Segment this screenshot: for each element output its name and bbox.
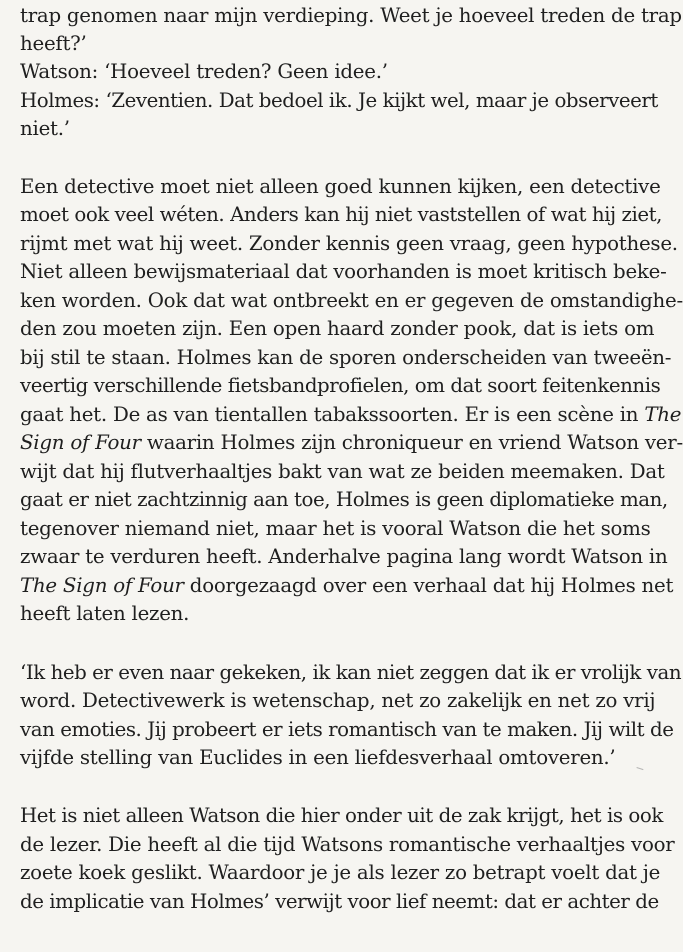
text-segment: waarin Holmes zijn chroniqueur en vriend Watson ver- [140,431,683,454]
text-line: ken worden. Ook dat wat ontbreekt en er gegeven de omstandighe- [20,289,683,312]
text-segment: gaat het. De as van tientallen tabakssoorten. Er is een scène in [20,403,639,426]
text-line: word. Detectivewerk is wetenschap, net zo zakelijk en net zo vrij [20,689,656,712]
text-line: Een detective moet niet alleen goed kunnen kijken, een detective [20,175,661,198]
text-line: ‘Ik heb er even naar gekeken, ik kan niet zeggen dat ik er vrolijk van [20,661,682,684]
text-line [20,574,674,598]
text-line: van emoties. Jij probeert er iets romantisch van te maken. Jij wilt de [20,718,674,741]
text-line: Het is niet alleen Watson die hier onder uit de zak krijgt, het is ook [20,804,663,827]
text-line: Niet alleen bewijsmateriaal dat voorhanden is moet kritisch beke- [20,260,667,283]
text-line: Watson: ‘Hoeveel treden? Geen idee.’ [20,60,388,83]
text-line: rijmt met wat hij weet. Zonder kennis geen vraag, geen hypothese. [20,232,678,255]
text-line: den zou moeten zijn. Een open haard zonder pook, dat is iets om [20,317,655,340]
text-line [20,431,683,455]
text-line: de lezer. Die heeft al die tijd Watsons romantische verhaaltjes voor [20,833,675,856]
book-title-segment: Sign of Four [20,431,141,454]
text-line: vijfde stelling van Euclides in een liefdesverhaal omtoveren.’ [20,746,616,769]
text-line: trap genomen naar mijn verdieping. Weet je hoeveel treden de trap [20,4,682,27]
text-line [20,403,682,427]
text-line: heeft?’ [20,32,87,55]
text-line: wijt dat hij flutverhaaltjes bakt van wat ze beiden meemaken. Dat [20,460,665,483]
ink-mark [636,767,644,773]
text-line: heeft laten lezen. [20,602,190,625]
text-line: moet ook veel wéten. Anders kan hij niet vaststellen of wat hij ziet, [20,203,662,226]
text-line: zoete koek geslikt. Waardoor je je als lezer zo betrapt voelt dat je [20,861,661,884]
text-segment: doorgezaagd over een verhaal dat hij Holmes net [183,574,674,597]
book-title-segment: The [644,403,682,426]
text-line: veertig verschillende fietsbandprofielen, om dat soort feitenkennis [20,374,661,397]
text-line: zwaar te verduren heeft. Anderhalve pagina lang wordt Watson in [20,545,668,568]
text-line: gaat er niet zachtzinnig aan toe, Holmes is geen diplomatieke man, [20,488,668,511]
text-line: bij stil te staan. Holmes kan de sporen onderscheiden van tweeën- [20,346,672,369]
text-line: Holmes: ‘Zeventien. Dat bedoel ik. Je kijkt wel, maar je observeert [20,89,658,112]
book-title-segment: The Sign of Four [20,574,184,597]
text-line: niet.’ [20,117,70,140]
text-line: de implicatie van Holmes’ verwijt voor lief neemt: dat er achter de [20,890,659,913]
text-line: tegenover niemand niet, maar het is vooral Watson die het soms [20,517,651,540]
